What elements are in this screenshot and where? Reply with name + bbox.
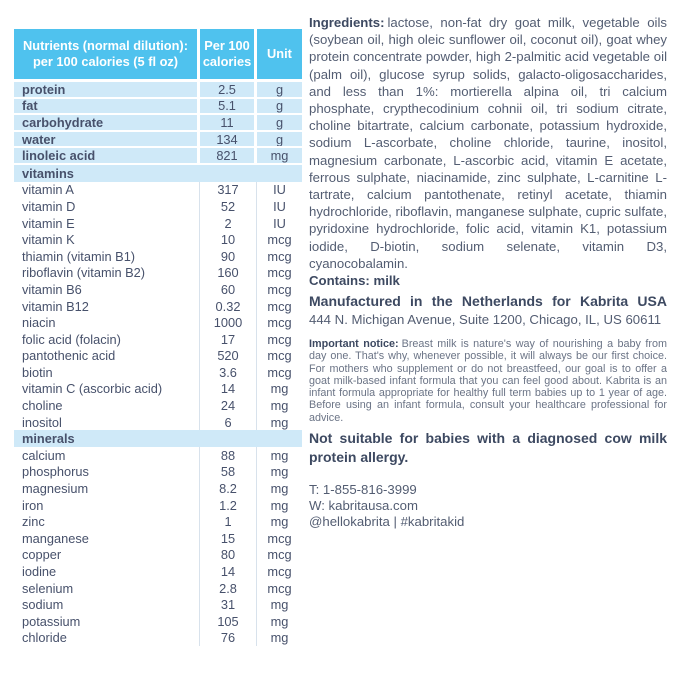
- table-row: [14, 580, 302, 597]
- nutrient-label: fat: [14, 99, 200, 114]
- nutrient-unit: mcg: [267, 364, 292, 380]
- nutrient-label: niacin: [14, 314, 200, 331]
- nutrient-value: 2.8: [200, 580, 257, 597]
- nutrient-value: 1.2: [200, 497, 257, 514]
- nutrient-value: 3.6: [200, 364, 257, 381]
- table-row: [14, 480, 302, 497]
- table-row: [14, 265, 302, 282]
- nutrient-unit: g: [257, 82, 302, 97]
- nutrient-label: zinc: [14, 513, 200, 530]
- nutrient-value: 105: [200, 613, 257, 630]
- right-panel: [309, 14, 667, 529]
- nutrient-label: magnesium: [14, 480, 200, 497]
- nutrient-unit: IU: [273, 215, 286, 231]
- table-row: [14, 331, 302, 348]
- address-line: 444 N. Michigan Avenue, Suite 1200, Chicago, IL, US 60611: [309, 311, 662, 327]
- nutrient-unit: mcg: [267, 580, 292, 596]
- nutrient-value: 14: [200, 381, 257, 398]
- nutrient-label: thiamin (vitamin B1): [14, 248, 200, 265]
- notice-label: Important notice:: [309, 337, 399, 350]
- table-row: [14, 248, 302, 265]
- nutrient-unit: mcg: [267, 298, 292, 314]
- not-suitable-statement: Not suitable for babies with a diagnosed cow milk protein allergy.: [309, 430, 667, 465]
- table-row: [14, 231, 302, 248]
- nutrient-label: vitamin K: [14, 231, 200, 248]
- table-row: [14, 547, 302, 564]
- header-cell-per100: Per 100 calories: [200, 29, 257, 79]
- ingredients-paragraph: [309, 14, 667, 272]
- table-row: [14, 132, 302, 149]
- nutrient-unit: mg: [270, 597, 289, 613]
- nutrient-unit: mcg: [267, 281, 292, 297]
- nutrient-label: vitamin B12: [14, 298, 200, 315]
- nutrient-label: inositol: [14, 414, 200, 431]
- nutrient-value: 2.5: [200, 82, 257, 97]
- nutrient-value: 52: [200, 198, 257, 215]
- ingredients-text: lactose, non-fat dry goat milk, vegetable oils (soybean oil, high oleic sunflower oil, coconut oil), goat whey protein concentrate powder, high 2-palmitic acid vegetable oil (palm oil), glucose syrup solids, galacto-oligosaccharides, and less than 1%: mortierella alpina oil, tri calcium phosphate, crypthecodinium cohnii oil, tri sodium citrate, choline bitartrate, calcium carbonate, potassium hydroxide, sodium L-ascorbate, choline chloride, taurine, inositol, magnesium carbonate, L-ascorbic acid, vitamin E acetate, ferrous sulphate, niacinamide, zinc sulphate, L-carnitine L-tartrate, calcium pantothenate, retinyl acetate, thiamin hydrochloride, riboflavin, manganese sulphate, cupric sulfate, pyridoxine hydrochloride, folic acid, vitamin K1, potassium iodide, D-biotin, sodium selenate, vitamin D3, cyanocobalamin.: [309, 15, 667, 271]
- nutrient-label: vitamin D: [14, 198, 200, 215]
- nutrient-unit: mg: [270, 497, 289, 513]
- table-row: [14, 182, 302, 199]
- nutrient-unit: mg: [270, 398, 289, 414]
- nutrient-label: iodine: [14, 563, 200, 580]
- table-row: [14, 198, 302, 215]
- nutrient-value: 14: [200, 563, 257, 580]
- contains-line: Contains: milk: [309, 273, 400, 289]
- nutrient-value: 1000: [200, 314, 257, 331]
- nutrient-unit: mg: [257, 148, 302, 163]
- nutrient-label: vitamin C (ascorbic acid): [14, 381, 200, 398]
- nutrient-label: copper: [14, 547, 200, 564]
- table-section-row: [14, 165, 302, 182]
- nutrient-label: folic acid (folacin): [14, 331, 200, 348]
- nutrient-label: carbohydrate: [14, 115, 200, 130]
- nutrient-value: 160: [200, 265, 257, 282]
- nutrient-label: pantothenic acid: [14, 348, 200, 365]
- phone-line: T: 1-855-816-3999: [309, 482, 417, 498]
- nutrient-value: 6: [200, 414, 257, 431]
- nutrient-label: vitamin B6: [14, 281, 200, 298]
- table-row: [14, 563, 302, 580]
- nutrient-value: 15: [200, 530, 257, 547]
- nutrient-value: 317: [200, 182, 257, 199]
- nutrient-unit: mcg: [267, 547, 292, 563]
- nutrient-label: phosphorus: [14, 464, 200, 481]
- nutrient-unit: mcg: [267, 530, 292, 546]
- table-row: [14, 82, 302, 99]
- nutrient-unit: mcg: [267, 331, 292, 347]
- nutrient-unit: mg: [270, 381, 289, 397]
- nutrient-unit: mcg: [267, 232, 292, 248]
- nutrient-value: 60: [200, 281, 257, 298]
- table-row: [14, 613, 302, 630]
- nutrient-unit: mg: [270, 613, 289, 629]
- nutrient-unit: IU: [273, 198, 286, 214]
- nutrient-unit: g: [257, 115, 302, 130]
- nutrient-label: potassium: [14, 613, 200, 630]
- social-line: @hellokabrita | #kabritakid: [309, 513, 465, 529]
- header-cell-unit: Unit: [257, 29, 302, 79]
- nutrient-label: selenium: [14, 580, 200, 597]
- table-row: [14, 281, 302, 298]
- nutrient-label: manganese: [14, 530, 200, 547]
- contact-block: [309, 482, 667, 529]
- nutrient-unit: mcg: [267, 348, 292, 364]
- table-row: [14, 148, 302, 165]
- nutrient-unit: mcg: [267, 315, 292, 331]
- table-row: [14, 381, 302, 398]
- table-section-row: [14, 430, 302, 447]
- table-row: [14, 530, 302, 547]
- header-cell-nutrients: Nutrients (normal dilution): per 100 calories (5 fl oz): [14, 29, 200, 79]
- table-row: [14, 314, 302, 331]
- nutrient-value: 134: [200, 132, 257, 147]
- nutrient-value: 76: [200, 630, 257, 647]
- nutrient-table-body: [14, 82, 302, 646]
- nutrient-label: vitamin A: [14, 182, 200, 199]
- nutrient-value: 31: [200, 596, 257, 613]
- table-row: [14, 115, 302, 132]
- table-row: [14, 630, 302, 647]
- nutrient-unit: mg: [270, 464, 289, 480]
- table-row: [14, 414, 302, 431]
- website-line: W: kabritausa.com: [309, 497, 418, 513]
- table-row: [14, 215, 302, 232]
- nutrient-unit: mg: [270, 447, 289, 463]
- nutrient-value: 0.32: [200, 298, 257, 315]
- nutrient-unit: mg: [270, 630, 289, 646]
- nutrient-value: 821: [200, 148, 257, 163]
- important-notice-paragraph: [309, 338, 667, 424]
- nutrient-unit: mg: [270, 514, 289, 530]
- nutrient-label: riboflavin (vitamin B2): [14, 265, 200, 282]
- nutrient-value: 80: [200, 547, 257, 564]
- table-row: [14, 464, 302, 481]
- nutrient-unit: g: [257, 132, 302, 147]
- nutrient-value: 8.2: [200, 480, 257, 497]
- table-row: [14, 447, 302, 464]
- nutrient-value: 17: [200, 331, 257, 348]
- nutrient-value: 88: [200, 447, 257, 464]
- nutrient-unit: mg: [270, 481, 289, 497]
- nutrient-value: 58: [200, 464, 257, 481]
- nutrient-value: 90: [200, 248, 257, 265]
- nutrient-label: biotin: [14, 364, 200, 381]
- nutrition-table: [14, 29, 302, 646]
- ingredients-label: Ingredients:: [309, 15, 385, 30]
- manufactured-line: Manufactured in the Netherlands for Kabrita USA: [309, 293, 667, 310]
- table-row: [14, 497, 302, 514]
- nutrient-label: water: [14, 132, 200, 147]
- table-row: [14, 596, 302, 613]
- table-row: [14, 99, 302, 116]
- table-row: [14, 364, 302, 381]
- nutrient-label: chloride: [14, 630, 200, 647]
- nutrient-unit: mcg: [267, 248, 292, 264]
- nutrient-label: choline: [14, 397, 200, 414]
- nutrient-unit: mcg: [267, 265, 292, 281]
- nutrient-value: 2: [200, 215, 257, 232]
- table-row: [14, 397, 302, 414]
- nutrient-label: vitamin E: [14, 215, 200, 232]
- nutrient-label: linoleic acid: [14, 148, 200, 163]
- nutrient-unit: mg: [270, 414, 289, 430]
- nutrient-label: protein: [14, 82, 200, 97]
- section-title: minerals: [14, 430, 302, 447]
- table-row: [14, 298, 302, 315]
- nutrient-value: 24: [200, 397, 257, 414]
- nutrient-value: 5.1: [200, 99, 257, 114]
- nutrient-label: sodium: [14, 596, 200, 613]
- nutrient-value: 11: [200, 115, 257, 130]
- table-row: [14, 513, 302, 530]
- nutrient-label: calcium: [14, 447, 200, 464]
- table-header: [14, 29, 302, 79]
- table-row: [14, 348, 302, 365]
- notice-text: Breast milk is nature's way of nourishing a baby from day one. That's why, whenever possible, it will always be our first choice. For mothers who supplement or do not breastfeed, our goal is to offer a goat milk-based infant formula that you can feel good about. Kabrita is an infant formula appropriate for healthy full term babies up to 1 year of age. Before using an infant formula, consult your healthcare professional for advice.: [309, 337, 667, 424]
- nutrient-value: 1: [200, 513, 257, 530]
- nutrient-value: 10: [200, 231, 257, 248]
- nutrient-label: iron: [14, 497, 200, 514]
- nutrient-unit: IU: [273, 182, 286, 198]
- nutrient-value: 520: [200, 348, 257, 365]
- section-title: vitamins: [14, 165, 302, 182]
- nutrient-unit: mcg: [267, 564, 292, 580]
- nutrient-unit: g: [257, 99, 302, 114]
